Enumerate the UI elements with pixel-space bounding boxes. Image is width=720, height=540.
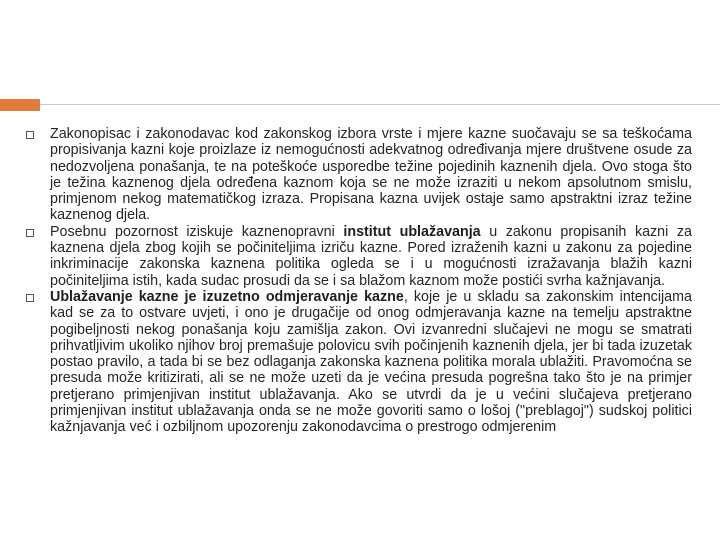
bullet-item: [24, 289, 692, 436]
title-divider-line: [40, 104, 720, 105]
square-bullet-icon: [26, 294, 34, 302]
bullet-item: [24, 224, 692, 289]
title-accent-bar: [0, 99, 40, 111]
bullet-text: , koje je u skladu sa zakonskim intencijama kad se za to ostvare uvjeti, i ono je drugačije od onog odmjeravanja kazne na temelju apstraktne pogibeljnosti nekog ponašanja koju zamišlja zakon. Ovi izvanredni slučajevi ne mogu se smatrati prihvatljivim ukoliko njihov broj premašuje polovicu svih počinjenih kaznenih djela, jer bi tada izuzetak postao pravilo, a tada bi se bez odlaganja zakonska kaznena politika morala ublažiti. Pravomoćna se presuda može kritizirati, ali se ne može uzeti da je većina presuda pogrešna tako što je na primjer pretjerano primjenjivan institut ublažavanja. Ako se utvrdi da je u većini slučajeva pretjerano primjenjivan institut ublažavanja onda se ne može govoriti samo o lošoj ("preblagoj") sudskoj politici kažnjavanja već i ozbiljnom upozorenju zakonodavcima o prestrogo odmjerenim: [50, 288, 692, 436]
bullet-text: Zakonopisac i zakonodavac kod zakonskog izbora vrste i mjere kazne suočavaju se sa teškoćama propisivanja kazni koje proizlaze iz nemogućnosti adekvatnog određivanja mjere društvene osude za nedozvoljena ponašanja, te na poteškoće usporedbe težine pojedinih kaznenih djela. Ovo stoga što je težina kaznenog djela određena kaznom koja se ne može izraziti u nekom apsolutnom smislu, primjenom nekog matematičkog izraza. Propisana kazna uvijek ostaje samo apstraktni izraz težine kaznenog djela.: [50, 126, 692, 224]
bullet-text: Posebnu pozornost iziskuje kaznenopravni: [50, 223, 344, 240]
slide-body: [24, 126, 692, 436]
square-bullet-icon: [26, 131, 34, 139]
bullet-item: [24, 126, 692, 224]
square-bullet-icon: [26, 229, 34, 237]
bold-term: institut ublažavanja: [343, 223, 481, 240]
bold-term: Ublažavanje kazne je izuzetno odmjeravanje kazne: [50, 288, 404, 305]
bullet-text: u zakonu propisanih kazni za kaznena djela zbog kojih se počiniteljima izriču kazne. Pored izraženih kazni u zakonu za pojedine inkriminacije zakonska kaznena politika ogleda se i u mogućnosti izražavanja blažih kazni počiniteljima istih, kada sudac prosudi da se i sa blažom kaznom može postići svrha kažnjavanja.: [50, 223, 692, 289]
